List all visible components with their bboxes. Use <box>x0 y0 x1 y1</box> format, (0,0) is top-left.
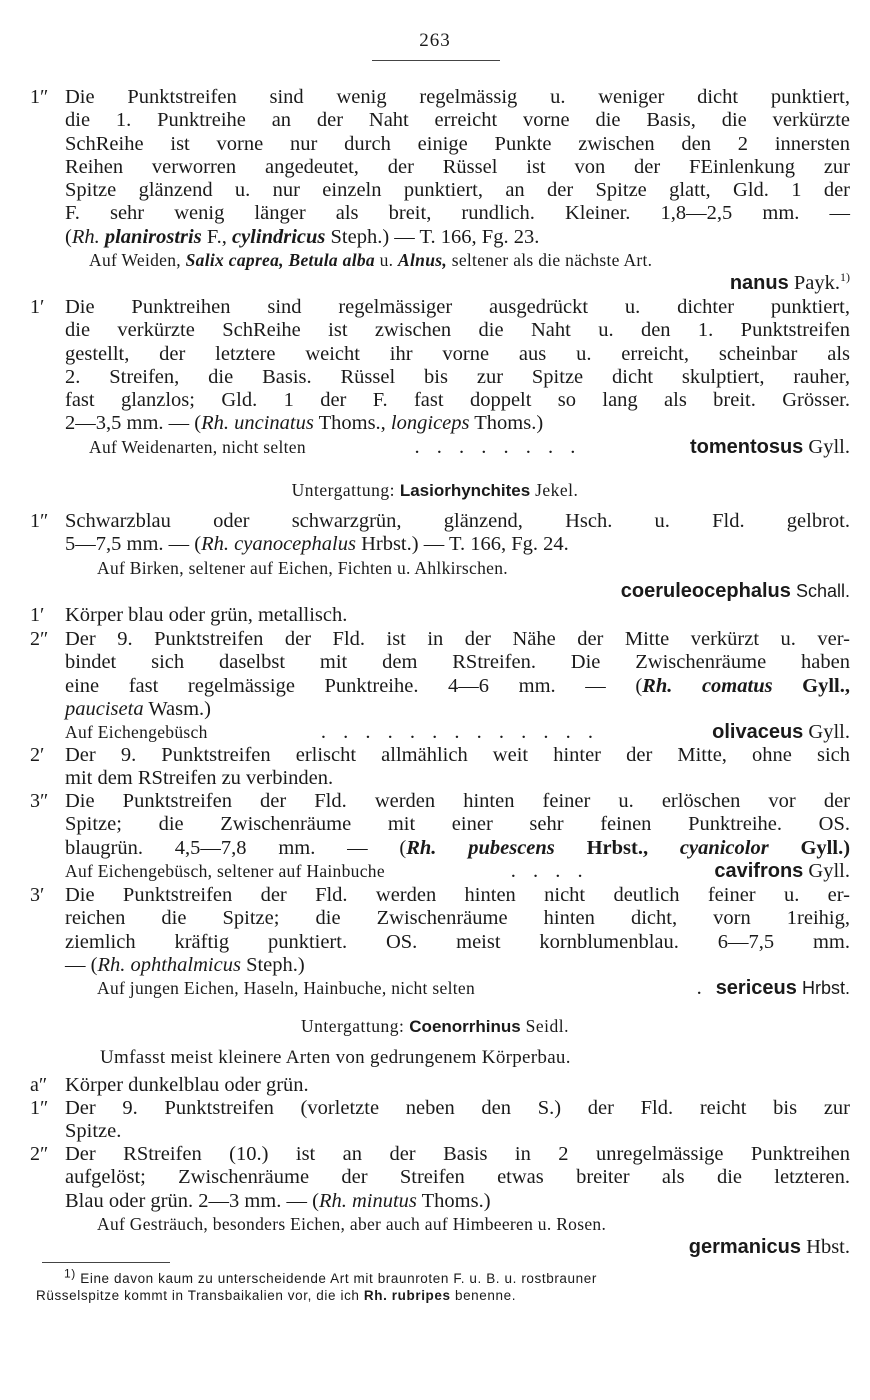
species-name: cavifrons <box>714 859 804 882</box>
text-line: SchReihe ist vorne nur durch einige Punkte zwischen den 2 innersten <box>65 132 850 155</box>
key-entry-nanus <box>30 86 850 296</box>
text-line: bindet sich daselbst mit dem RStreifen. Die Zwischenräume haben <box>65 651 850 674</box>
footnote <box>36 1266 856 1304</box>
text-line: die verkürzte SchReihe ist zwischen die Naht u. den 1. Punktstreifen <box>65 319 850 342</box>
text-line: die 1. Punktreihe an der Naht erreicht vorne die Basis, die verkürzte <box>65 109 850 132</box>
habitat-species-line: Auf Weidenarten, nicht selten . . . . . . . . tomentosus Gyll. <box>89 435 850 458</box>
couplet-key: a″ <box>30 1074 48 1096</box>
subgenus-heading: Untergattung: Coenorrhinus Seidl. <box>301 1016 569 1036</box>
text-line: Der 9. Punktstreifen (vorletzte neben den S.) der Fld. reicht bis zur <box>65 1097 850 1119</box>
text-line: Der RStreifen (10.) ist an der Basis in 2 unregelmässige Punktreihen <box>65 1143 850 1165</box>
species-author: Hrbst. <box>801 978 850 999</box>
synonym-line: pauciseta Wasm.) <box>65 697 212 720</box>
text-line: fast glanzlos; Gld. 1 der F. fast doppelt so lang als breit. Grösser. <box>65 389 850 412</box>
species-author: Gyll. <box>808 435 850 458</box>
couplet-key: 1″ <box>30 510 49 532</box>
footnote-line: Rüsselspitze kommt in Transbaikalien vor, die ich Rh. rubripes benenne. <box>36 1288 517 1303</box>
text-line: Körper dunkelblau oder grün. <box>65 1074 309 1096</box>
species-name: tomentosus <box>689 435 804 458</box>
text-line: Spitze glänzend u. nur einzeln punktiert, an der Spitze glatt, Gld. 1 der <box>65 179 850 202</box>
text-line: 2. Streifen, die Basis. Rüssel bis zur Spitze dicht skulptiert, rauher, <box>65 365 850 388</box>
text-line: Die Punktreihen sind regelmässiger ausgedrückt u. dichter punktiert, <box>65 296 850 318</box>
synonym-line: 2—3,5 mm. — (Rh. uncinatus Thoms., longiceps Thoms.) <box>65 412 544 435</box>
species-name: sericeus <box>715 977 797 1000</box>
text-line: Spitze; die Zwischenräume mit einer sehr feinen Punktreihe. OS. <box>65 813 850 836</box>
key-entry-tomentosus <box>30 296 850 459</box>
key-entry-germanicus <box>30 1143 850 1259</box>
habitat-line: Auf Birken, seltener auf Eichen, Fichten u. Ahlkirschen. <box>97 557 508 578</box>
couplet-key: 2′ <box>30 744 45 766</box>
synonym-line: — (Rh. ophthalmicus Steph.) <box>65 953 305 976</box>
couplet-key: 2″ <box>30 628 49 650</box>
footnote-mark: 1) <box>64 1266 76 1281</box>
species-name: coeruleocephalus <box>620 579 791 602</box>
footnote-line: 1) Eine davon kaum zu unterscheidende Art mit braunroten F. u. B. u. rostbrauner <box>64 1266 597 1286</box>
header-rule <box>372 60 500 61</box>
synonym-line: blaugrün. 4,5—7,8 mm. — (Rh. pubescens Hrbst., cyanicolor Gyll.) <box>65 836 851 859</box>
species-author: Gyll. <box>808 859 850 882</box>
intro-text: Umfasst meist kleinere Arten von gedrungenem Körperbau. <box>100 1047 571 1068</box>
synonym-line: Blau oder grün. 2—3 mm. — (Rh. minutus Thoms.) <box>65 1189 491 1212</box>
text-line: gestellt, der letztere weicht ihr vorne aus u. erreicht, scheinbar als <box>65 342 850 365</box>
key-entry-olivaceus <box>30 628 850 744</box>
key-entry-cavifrons <box>30 790 850 883</box>
text-line: F. sehr wenig länger als breit, rundlich. Kleiner. 1,8—2,5 mm. — <box>65 202 850 225</box>
text-line: mit dem RStreifen zu verbinden. <box>65 767 334 790</box>
couplet-key: 3″ <box>30 790 49 812</box>
species-author: Payk. <box>793 272 840 295</box>
key-entry <box>30 1074 850 1097</box>
text-line: Die Punktstreifen der Fld. werden hinten nicht deutlich feiner u. er- <box>65 884 850 906</box>
text-line: Die Punktstreifen sind wenig regelmässig u. weniger dicht punktiert, <box>65 86 850 108</box>
couplet-key: 3′ <box>30 884 45 906</box>
species-author: Gyll. <box>808 721 850 744</box>
key-entry <box>30 604 850 627</box>
species-name-line <box>65 580 850 603</box>
couplet-key: 2″ <box>30 1143 49 1165</box>
footnote-rule <box>42 1262 170 1263</box>
habitat-species-line: Auf Eichengebüsch, seltener auf Hainbuche . . . . cavifrons Gyll. <box>65 859 850 882</box>
text-line: Die Punktstreifen der Fld. werden hinten feiner u. erlöschen vor der <box>65 790 850 812</box>
subgenus-heading: Untergattung: Lasiorhynchites Jekel. <box>291 480 579 500</box>
key-entry-coeruleocephalus <box>30 510 850 603</box>
species-author: Hbst. <box>806 1236 850 1259</box>
key-entry <box>30 744 850 791</box>
text-line: Der 9. Punktstreifen der Fld. ist in der Nähe der Mitte verkürzt u. ver- <box>65 628 850 650</box>
text-line: Schwarzblau oder schwarzgrün, glänzend, Hsch. u. Fld. gelbrot. <box>65 510 850 532</box>
key-entry <box>30 1097 850 1144</box>
habitat-line: Auf Weiden, Salix caprea, Betula alba u. Alnus, seltener als die nächste Art. <box>89 250 653 271</box>
species-name: nanus <box>729 272 789 295</box>
text-line: Spitze. <box>65 1120 122 1143</box>
couplet-key: 1″ <box>30 1097 49 1119</box>
synonym-line: eine fast regelmässige Punktreihe. 4—6 mm. — (Rh. comatus Gyll., <box>65 674 851 697</box>
species-name-line <box>65 1236 850 1259</box>
habitat-species-line: Auf Eichengebüsch . . . . . . . . . . . . . olivaceus Gyll. <box>65 721 850 744</box>
text-line: ziemlich kräftig punktiert. OS. meist kornblumenblau. 6—7,5 mm. <box>65 930 850 953</box>
text-line: reichen die Spitze; die Zwischenräume hinten dicht, vorn 1reihig, <box>65 907 850 930</box>
text-line: aufgelöst; Zwischenräume der Streifen etwas breiter als die letzteren. <box>65 1166 850 1189</box>
couplet-key: 1′ <box>30 296 45 318</box>
species-name: germanicus <box>688 1236 802 1259</box>
species-author: Schall. <box>795 580 850 601</box>
couplet-key: 1′ <box>30 604 45 626</box>
text-line: Reihen verworren angedeutet, der Rüssel ist von der FEinlenkung zur <box>65 155 850 178</box>
synonym-line: (Rh. planirostris F., cylindricus Steph.) — T. 166, Fg. 23. <box>65 225 540 248</box>
key-entry-sericeus <box>30 884 850 1000</box>
couplet-key: 1″ <box>30 86 49 108</box>
page-number: 263 <box>419 30 451 51</box>
synonym-line: 5—7,5 mm. — (Rh. cyanocephalus Hrbst.) — T. 166, Fg. 24. <box>65 533 569 556</box>
habitat-line: Auf Gesträuch, besonders Eichen, aber auch auf Himbeeren u. Rosen. <box>97 1213 607 1234</box>
text-line: Körper blau oder grün, metallisch. <box>65 604 348 626</box>
species-name: olivaceus <box>712 721 804 744</box>
species-name-line: nanus Payk.$^{1)}$ <box>729 270 850 295</box>
habitat-species-line: Auf jungen Eichen, Haseln, Hainbuche, nicht selten . sericeus Hrbst. <box>97 977 850 1000</box>
text-line: Der 9. Punktstreifen erlischt allmählich weit hinter der Mitte, ohne sich <box>65 744 850 766</box>
